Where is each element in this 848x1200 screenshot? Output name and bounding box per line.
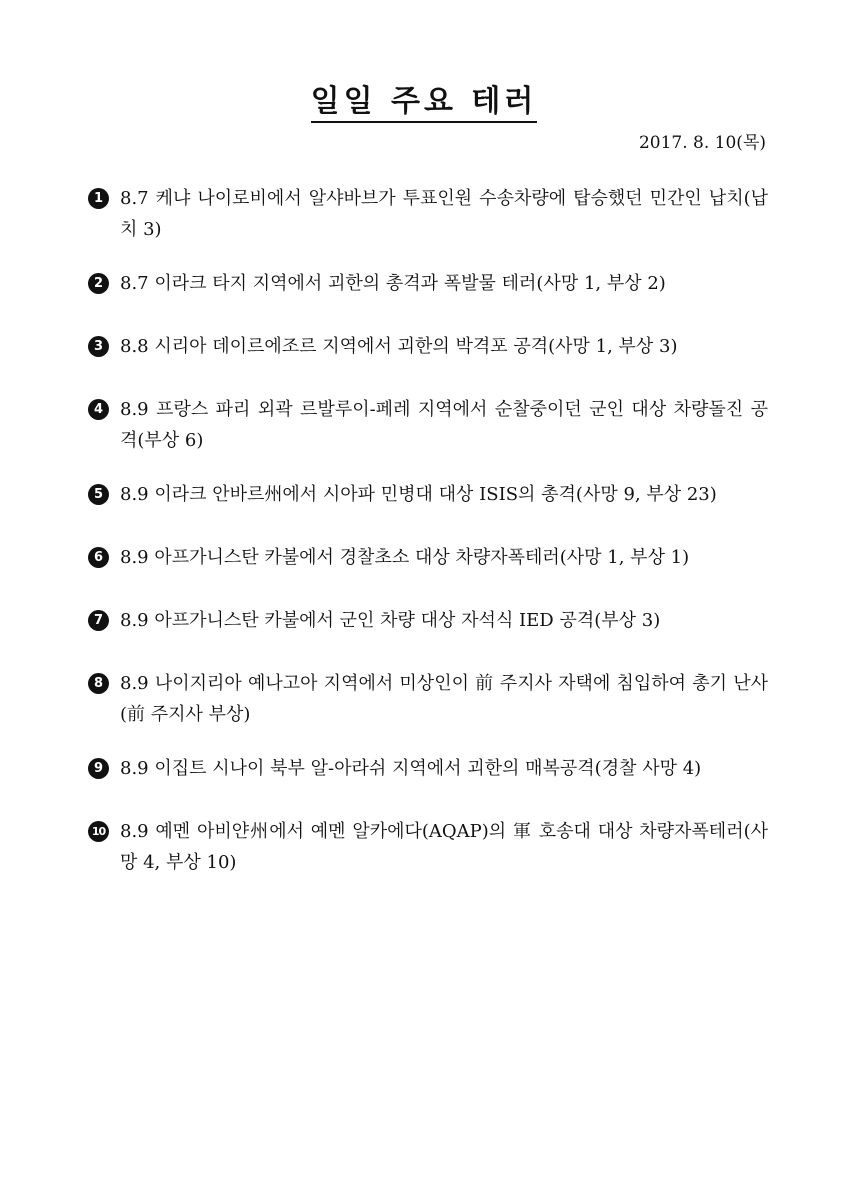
item-text: 8.9 이집트 시나이 북부 알-아라쉬 지역에서 괴한의 매복공격(경찰 사망 4) [120,758,702,779]
item-text: 8.9 예멘 아비얀州에서 예멘 알카에다(AQAP)의 軍 호송대 대상 차량자폭테러(사망 4, 부상 10) [120,821,768,873]
page-title [0,76,848,120]
item-text: 8.9 프랑스 파리 외곽 르발루이-페레 지역에서 순찰중이던 군인 대상 차량돌진 공격(부상 6) [120,399,768,451]
number-badge: 1 [88,188,109,209]
item-text: 8.9 나이지리아 예나고아 지역에서 미상인이 前 주지사 자택에 침입하여 총기 난사(前 주지사 부상) [120,673,768,725]
number-badge: 7 [88,610,109,631]
report-date: 2017. 8. 10(목) [638,133,766,153]
list-item [88,605,768,636]
number-badge: 10 [88,821,109,842]
list-item [88,816,768,878]
item-text: 8.7 케냐 나이로비에서 알샤바브가 투표인원 수송차량에 탑승했던 민간인 납치(납치 3) [120,188,768,240]
item-text: 8.8 시리아 데이르에조르 지역에서 괴한의 박격포 공격(사망 1, 부상 3) [120,336,678,357]
item-text: 8.9 아프가니스탄 카불에서 경찰초소 대상 차량자폭테러(사망 1, 부상 1) [120,547,690,568]
list-item [88,753,768,784]
item-text: 8.9 이라크 안바르州에서 시아파 민병대 대상 ISIS의 총격(사망 9, 부상 23) [120,484,717,505]
list-item [88,331,768,362]
number-badge: 2 [88,273,109,294]
number-badge: 6 [88,547,109,568]
number-badge: 5 [88,484,109,505]
list-item [88,668,768,730]
list-item [88,268,768,299]
incident-list [88,183,768,901]
number-badge: 4 [88,399,109,420]
item-text: 8.9 아프가니스탄 카불에서 군인 차량 대상 자석식 IED 공격(부상 3) [120,610,661,631]
list-item [88,542,768,573]
list-item [88,183,768,245]
number-badge: 3 [88,336,109,357]
list-item [88,394,768,456]
list-item [88,479,768,510]
title-text: 일일 주요 테러 [311,84,538,123]
number-badge: 8 [88,673,109,694]
item-text: 8.7 이라크 타지 지역에서 괴한의 총격과 폭발물 테러(사망 1, 부상 2) [120,273,666,294]
number-badge: 9 [88,758,109,779]
